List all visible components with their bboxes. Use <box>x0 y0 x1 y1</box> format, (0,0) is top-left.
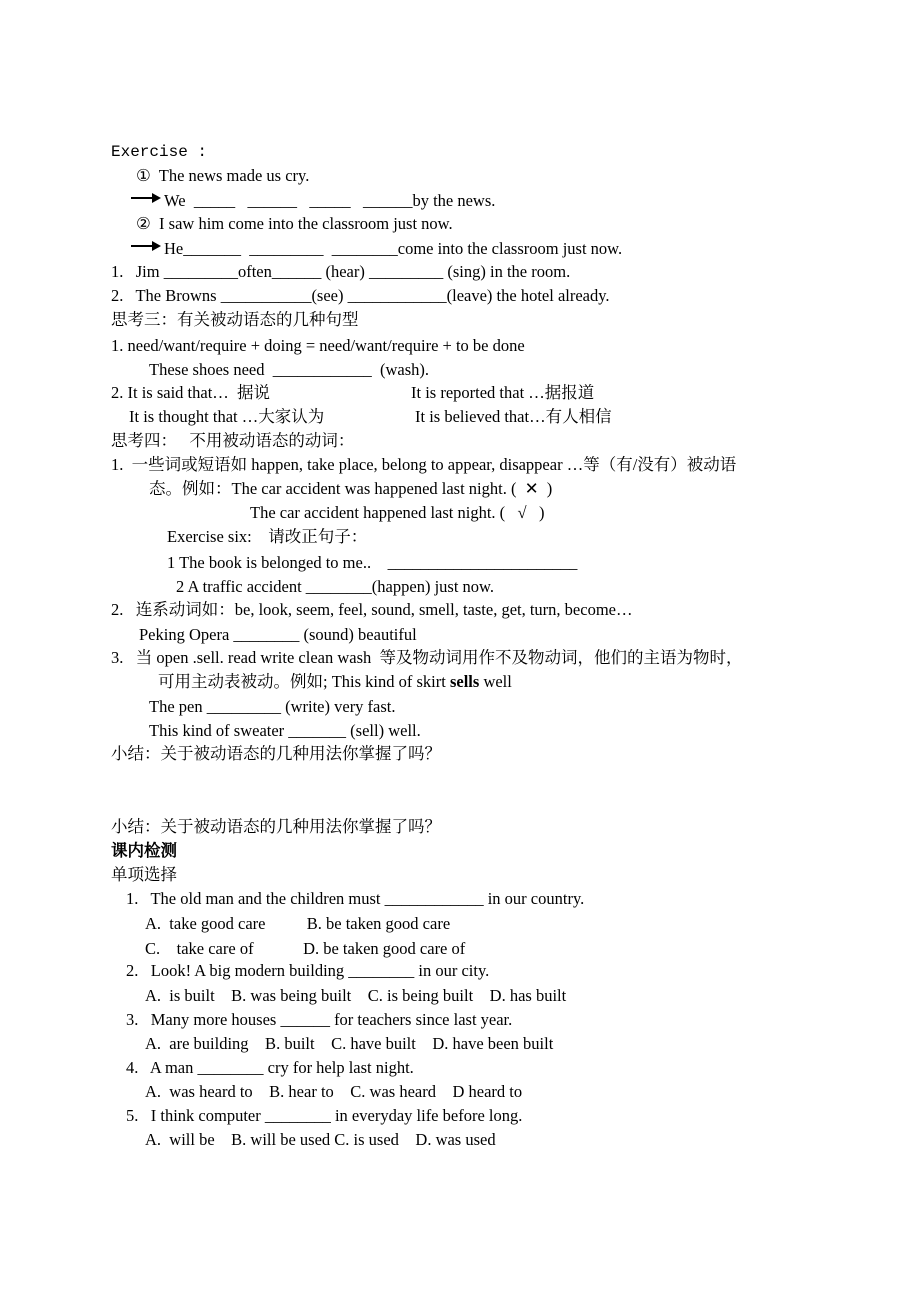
think4-item3-example-1: The pen _________ (write) very fast. <box>149 697 396 716</box>
question-4-options: A. was heard to B. hear to C. was heard D heard to <box>145 1082 523 1101</box>
think4-item3-line2 <box>158 672 512 692</box>
think3-pattern-1-example: These shoes need ____________ (wash). <box>149 360 429 379</box>
think4-item3-line1: 3. 当 open .sell. read write clean wash 等及物动词用作不及物动词，他们的主语为物时， <box>111 648 743 667</box>
think3-pattern-3b: It is believed that…有人相信 <box>415 407 612 426</box>
question-2-options: A. is built B. was being built C. is being built D. has built <box>145 986 567 1005</box>
think3-title: 思考三：有关被动语态的几种句型 <box>111 310 359 329</box>
question-5-options: A. will be B. will be used C. is used D. was used <box>145 1130 496 1149</box>
exercise-question-1: ① The news made us cry. <box>136 166 310 185</box>
item3-line2-tail: well <box>479 672 512 691</box>
think4-item1-line2: 态。例如：The car accident was happened last night. ( ✕ ) <box>149 479 553 498</box>
think3-pattern-3a: It is thought that …大家认为 <box>129 407 325 426</box>
question-1-options-b: C. take care of D. be taken good care of <box>145 939 466 958</box>
test-title: 课内检测 <box>111 841 177 860</box>
think4-title: 思考四： 不用被动语态的动词： <box>111 431 355 450</box>
exercise-six-2: 2 A traffic accident ________(happen) just now. <box>176 577 495 596</box>
exercise-question-2: ② I saw him come into the classroom just now. <box>136 214 453 233</box>
exercise-answer-2: He_______ _________ ________come into the classroom just now. <box>164 239 623 258</box>
think4-item2-line1: 2. 连系动词如：be, look, seem, feel, sound, smell, taste, get, turn, become… <box>111 600 633 619</box>
question-2: 2. Look! A big modern building ________ in our city. <box>126 961 490 980</box>
arrow-right-icon <box>130 240 162 252</box>
think4-item3-example-2: This kind of sweater _______ (sell) well. <box>149 721 421 740</box>
think4-item1-line1: 1. 一些词或短语如 happen, take place, belong to appear, disappear …等（有/没有）被动语 <box>111 455 737 474</box>
question-5: 5. I think computer ________ in everyday life before long. <box>126 1106 523 1125</box>
summary-2: 小结：关于被动语态的几种用法你掌握了吗？ <box>111 817 441 836</box>
exercise-six-1: 1 The book is belonged to me.. _______________________ <box>167 553 578 572</box>
test-subtitle: 单项选择 <box>111 865 177 884</box>
think3-pattern-2a: 2. It is said that… 据说 <box>111 383 271 402</box>
question-4: 4. A man ________ cry for help last night. <box>126 1058 414 1077</box>
think3-pattern-2b: It is reported that …据报道 <box>411 383 595 402</box>
arrow-right-icon <box>130 192 162 204</box>
question-3: 3. Many more houses ______ for teachers since last year. <box>126 1010 513 1029</box>
exercise-header: Exercise : <box>111 143 208 161</box>
question-1-options-a: A. take good care B. be taken good care <box>145 914 451 933</box>
exercise-answer-1: We _____ ______ _____ ______by the news. <box>164 191 496 210</box>
think3-pattern-1: 1. need/want/require + doing = need/want/require + to be done <box>111 336 525 355</box>
exercise-item-1: 1. Jim _________often______ (hear) _________ (sing) in the room. <box>111 262 571 281</box>
item3-line2-bold: sells <box>449 672 480 691</box>
think4-item2-line2: Peking Opera ________ (sound) beautiful <box>139 625 417 644</box>
exercise-six-title: Exercise six: 请改正句子： <box>167 527 368 546</box>
exercise-item-2: 2. The Browns ___________(see) ____________(leave) the hotel already. <box>111 286 610 305</box>
summary-1: 小结：关于被动语态的几种用法你掌握了吗？ <box>111 744 441 763</box>
question-3-options: A. are building B. built C. have built D. have been built <box>145 1034 554 1053</box>
item3-line2-text: 可用主动表被动。例如; This kind of skirt <box>158 672 450 691</box>
question-1: 1. The old man and the children must ____________ in our country. <box>126 889 585 908</box>
think4-item1-line3: The car accident happened last night. ( √ ) <box>250 503 545 522</box>
